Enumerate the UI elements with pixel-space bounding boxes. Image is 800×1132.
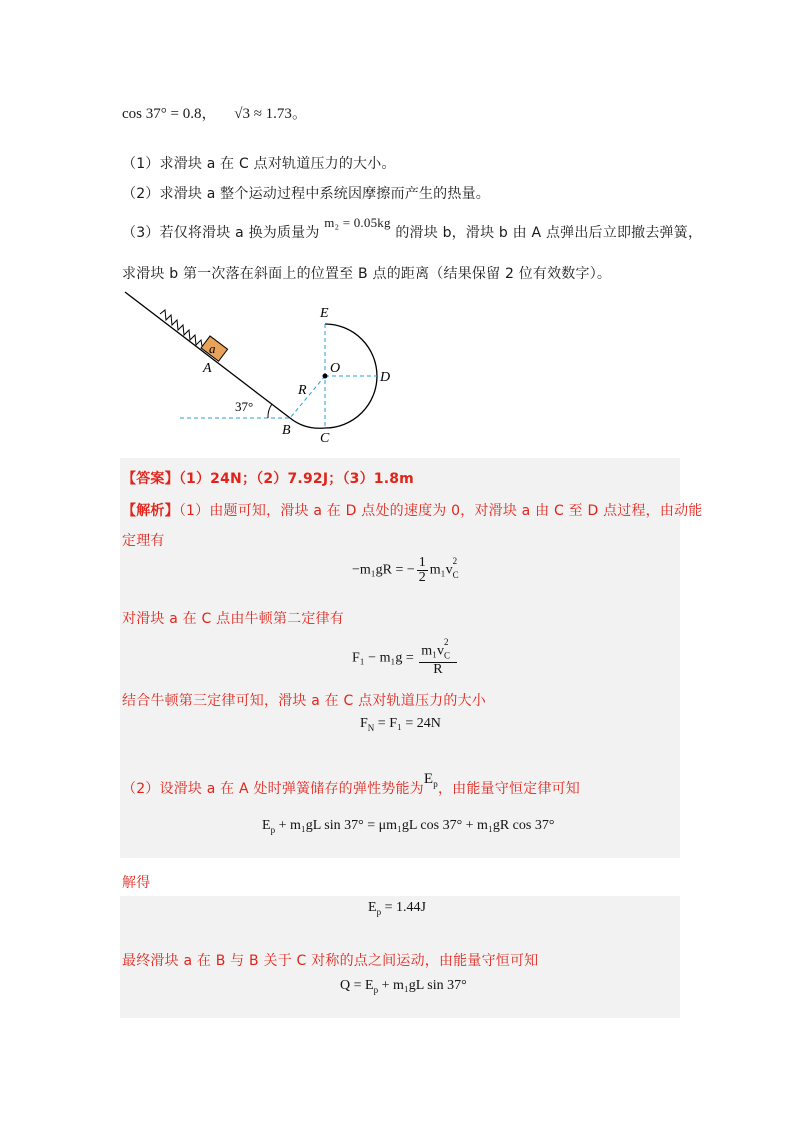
solution-p4-suffix: ，由能量守恒定律可知 <box>437 781 580 797</box>
question-2: （2）求滑块 a 整个运动过程中系统因摩擦而产生的热量。 <box>122 186 490 202</box>
eq4-symbol: E <box>262 818 271 833</box>
label-e: E <box>320 306 329 321</box>
eq3-rest: = F₁ = 24N <box>374 716 441 731</box>
physics-diagram <box>110 285 410 450</box>
label-c: C <box>320 431 330 446</box>
eq4-rest: + m₁gL sin 37° = μm₁gL cos 37° + m₁gR cos 37° <box>275 818 555 833</box>
angle-arc <box>268 404 272 418</box>
eq1-left: −m₁gR = − <box>352 562 415 578</box>
eq6-rest: + m₁gL sin 37° <box>378 978 467 993</box>
question-3 <box>122 215 703 242</box>
incline-line <box>125 292 290 418</box>
eq5-rest: = 1.44J <box>381 900 426 915</box>
separator: ， <box>201 104 217 122</box>
eq2-fraction: $\frac{m_1v_C^2}{R}$ <box>419 639 456 677</box>
eq1-right: m₁v <box>429 562 453 578</box>
center-point <box>323 374 328 379</box>
eq2-den: R <box>433 662 443 678</box>
label-b: B <box>282 423 291 438</box>
label-a-point: A <box>203 361 212 376</box>
ep-symbol: $E_p$ <box>423 771 438 789</box>
eq1-fraction <box>417 556 428 585</box>
eq6-left: Q = E <box>340 978 374 993</box>
solution-line-1 <box>122 500 702 520</box>
solution-p4-prefix: （2）设滑块 a 在 A 处时弹簧储存的弹性势能为 <box>122 781 424 797</box>
eq1-den: 2 <box>418 570 426 585</box>
solution-p6: 最终滑块 a 在 B 与 B 关于 C 对称的点之间运动，由能量守恒可知 <box>122 953 539 969</box>
answer-text: （1）24N；（2）7.92J；（3）1.8m <box>178 471 414 487</box>
eq2-left: F₁ − m₁g = <box>352 650 414 666</box>
solution-p1: （1）由题可知，滑块 a 在 D 点处的速度为 0，对滑块 a 由 C 至 D 点过程，由动能 <box>178 503 703 519</box>
solution-tag: 【解析】 <box>122 503 179 519</box>
block-label: a <box>209 341 216 356</box>
spring <box>160 310 202 346</box>
cos-value: cos 37° = 0.8 <box>122 106 202 122</box>
mass-value: m₂ = 0.05kg <box>324 215 391 230</box>
answer-tag: 【答案】 <box>122 471 179 487</box>
label-d: D <box>380 370 391 385</box>
eq5-symbol: E <box>368 900 377 915</box>
eq2-num: m₁v <box>421 643 445 659</box>
equation-3: $F_N = F_1 = 24N$ <box>360 716 441 733</box>
track-curve <box>290 418 325 428</box>
equation-1: −m₁gR = − $\frac{1}{2}$ $m_1v_C^2$ <box>352 555 459 585</box>
equation-6: $Q = E_p + m_1gL$ sin 37° <box>340 978 467 995</box>
period: 。 <box>291 104 307 122</box>
label-r: R <box>298 383 307 398</box>
question-3-prefix: （3）若仅将滑块 a 换为质量为 <box>122 225 320 241</box>
eq1-num: 1 <box>418 555 426 570</box>
radius-ob-dashed <box>290 376 325 418</box>
solution-line-2: 定理有 <box>122 533 165 549</box>
given-values <box>122 102 307 123</box>
question-1: （1）求滑块 a 在 C 点对轨道压力的大小。 <box>122 156 396 172</box>
sqrt-value: √3 ≈ 1.73 <box>234 106 292 122</box>
solution-p4 <box>122 771 580 799</box>
eq3-symbol: F <box>360 716 368 731</box>
solution-p2: 对滑块 a 在 C 点由牛顿第二定律有 <box>122 611 344 627</box>
solution-p3: 结合牛顿第三定律可知，滑块 a 在 C 点对轨道压力的大小 <box>122 693 486 709</box>
angle-label: 37° <box>235 399 254 414</box>
equation-2 <box>352 639 459 677</box>
question-3-suffix: 的滑块 b，滑块 b 由 A 点弹出后立即撤去弹簧， <box>395 225 703 241</box>
solution-p5: 解得 <box>122 875 151 891</box>
equation-4: $E_p + m_1gL$ sin 37° = μm₁gL cos 37° + m₁gR cos 37° <box>262 818 555 835</box>
equation-5: $E_p = 1.44J$ <box>368 900 426 917</box>
question-3-line-2: 求滑块 b 第一次落在斜面上的位置至 B 点的距离（结果保留 2 位有效数字）。 <box>122 266 612 282</box>
answer-line <box>122 468 414 488</box>
label-o: O <box>330 361 341 376</box>
